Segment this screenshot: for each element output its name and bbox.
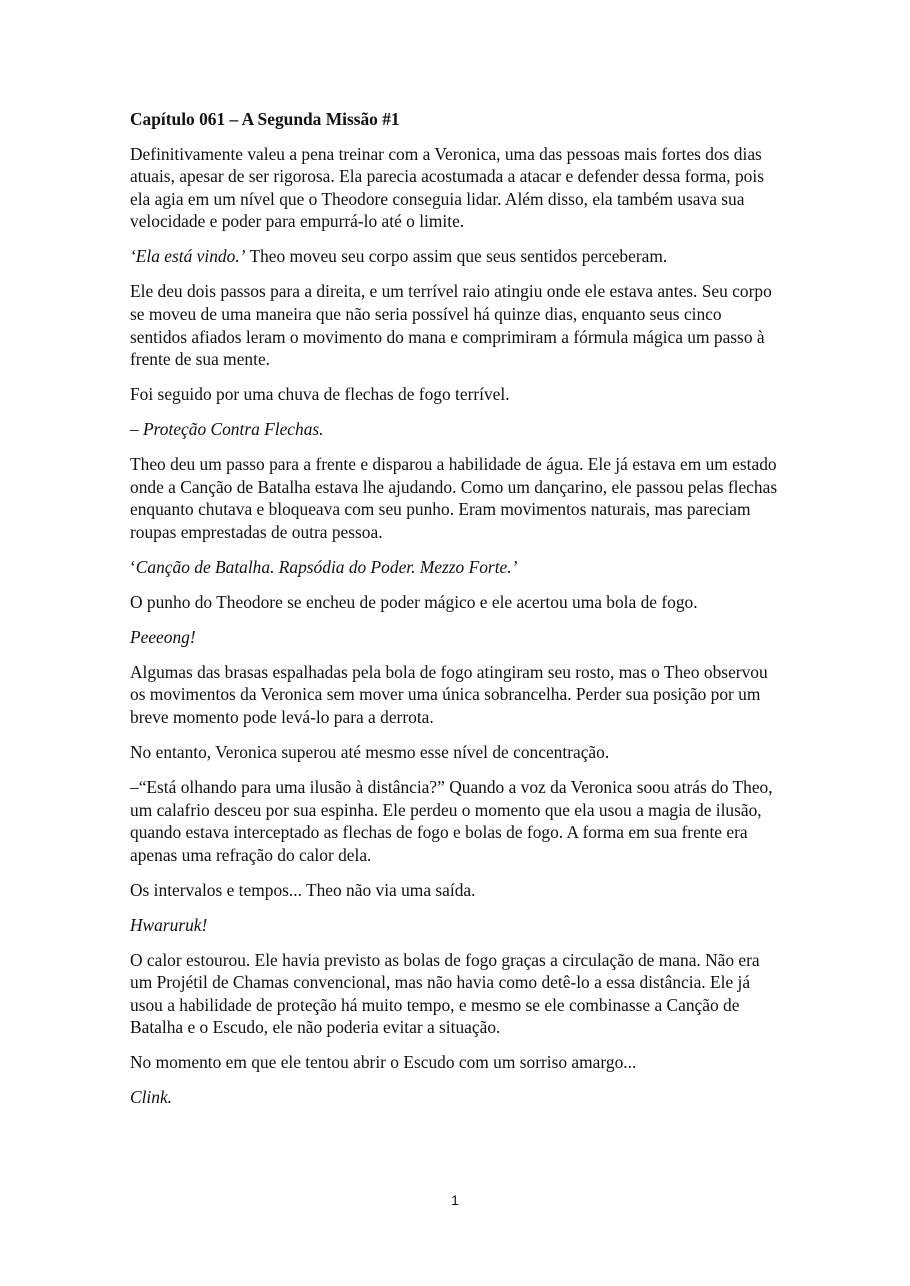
dialogue-dash: – xyxy=(130,419,144,440)
paragraph-16: No momento em que ele tentou abrir o Escudo com um sorriso amargo... xyxy=(130,1052,637,1073)
sound-effect-hwaruruk: Hwaruruk! xyxy=(130,914,208,935)
paragraph-7 xyxy=(130,556,780,579)
paragraph-2-text: Theo moveu seu corpo assim que seus sentidos perceberam. xyxy=(245,246,668,267)
paragraph-6: Theo deu um passo para a frente e disparou a habilidade de água. Ele já estava em um estado onde a Canção de Batalha estava lhe ajudando. Como um dançarino, ele passou pelas flechas enquanto chutava e bloqueava com seu punho. Eram movimentos naturais, mas pareciam roupas emprestadas de outra pessoa. xyxy=(130,454,778,542)
paragraph-5 xyxy=(130,418,780,441)
paragraph-3: Ele deu dois passos para a direita, e um terrível raio atingiu onde ele estava antes. Seu corpo se moveu de uma maneira que não seria possível há quinze dias, enquanto seus cinco sentidos afiados leram o movimento do mana e comprimiram a fórmula mágica um passo à frente de sua mente. xyxy=(130,281,772,370)
sound-effect-clink: Clink. xyxy=(130,1087,173,1108)
paragraph-11: No entanto, Veronica superou até mesmo esse nível de concentração. xyxy=(130,741,610,762)
paragraph-8: O punho do Theodore se encheu de poder mágico e ele acertou uma bola de fogo. xyxy=(130,591,698,612)
sound-effect-peeeong: Peeeong! xyxy=(130,626,196,647)
paragraph-4: Foi seguido por uma chuva de flechas de fogo terrível. xyxy=(130,384,510,405)
paragraph-1: Definitivamente valeu a pena treinar com a Veronica, uma das pessoas mais fortes dos dias atuais, apesar de ser rigorosa. Ela parecia acostumada a atacar e defender dessa forma, pois ela agia em um nível que o Theodore conseguia lidar. Além disso, ela também usava sua velocidade e poder para empurrá-lo até o limite. xyxy=(130,143,764,232)
spell-name: Proteção Contra Flechas. xyxy=(143,419,324,440)
page-number: 1 xyxy=(451,1192,459,1208)
paragraph-15: O calor estourou. Ele havia previsto as bolas de fogo graças a circulação de mana. Não era um Projétil de Chamas convencional, mas não havia como detê-lo a essa distância. Ele já usou a habilidade de proteção há muito tempo, e mesmo se ele combinasse a Canção de Batalha e o Escudo, ele não poderia evitar a situação. xyxy=(130,949,760,1038)
quote-mark: ‘ xyxy=(130,556,136,577)
paragraph-10: Algumas das brasas espalhadas pela bola de fogo atingiram seu rosto, mas o Theo observou os movimentos da Veronica sem mover uma única sobrancelha. Perder sua posição por um breve momento pode levá-lo para a derrota. xyxy=(130,661,768,727)
paragraph-2 xyxy=(130,245,780,268)
document-page xyxy=(130,108,780,1121)
paragraph-12: –“Está olhando para uma ilusão à distância?” Quando a voz da Veronica soou atrás do Theo, um calafrio desceu por sua espinha. Ele perdeu o momento que ela usou a magia de ilusão, quando estava interceptado as flechas de fogo e bolas de fogo. A forma em sua frente era apenas uma refração do calor dela. xyxy=(130,776,773,865)
song-name: Canção de Batalha. Rapsódia do Poder. Mezzo Forte.’ xyxy=(135,556,518,577)
chapter-title: Capítulo 061 – A Segunda Missão #1 xyxy=(130,109,400,129)
thought-text: ‘Ela está vindo.’ xyxy=(130,246,246,267)
paragraph-13: Os intervalos e tempos... Theo não via uma saída. xyxy=(130,879,476,900)
